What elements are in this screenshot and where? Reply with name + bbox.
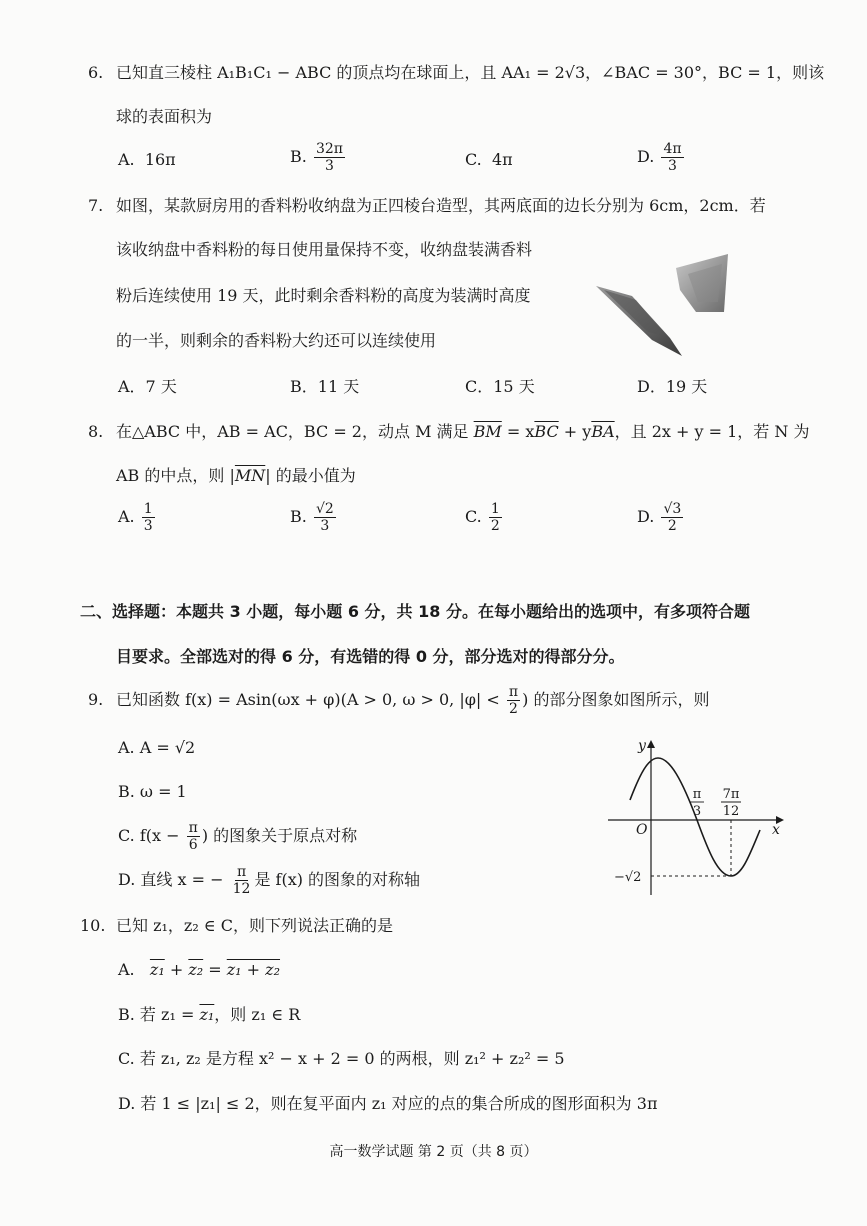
q10-option-b: B. 若 z₁ = z₁，则 z₁ ∈ R bbox=[118, 1005, 301, 1024]
y-axis-label: y bbox=[638, 738, 646, 754]
tick-pi-over-3-num: π bbox=[692, 787, 702, 802]
q6-option-a bbox=[118, 150, 176, 170]
q7-line4: 的一半，则剩余的香料粉大约还可以连续使用 bbox=[116, 331, 437, 350]
q10-number: 10. bbox=[80, 916, 106, 935]
y-axis-arrow bbox=[647, 740, 655, 748]
q6-option-b-fraction: $\frac{32\pi}{3}$ bbox=[315, 141, 343, 174]
vector-bc: $\overline{BC}$ bbox=[534, 422, 559, 441]
q7-option-b: B．11 天 bbox=[290, 377, 360, 396]
q7-option-d: D．19 天 bbox=[637, 377, 708, 396]
q6-option-c-value: 4π bbox=[491, 150, 513, 169]
q8-option-a-fraction: $\frac{1}{3}$ bbox=[143, 501, 153, 534]
q10-option-a: A. z₁ + z₂ = z₁ + z₂ bbox=[118, 960, 281, 979]
q6-option-b-label: B. bbox=[290, 147, 307, 166]
q6-stem: 已知直三棱柱 A₁B₁C₁ − ABC 的顶点均在球面上，且 AA₁ = 2√3，∠BAC = 30°，BC = 1，则该 bbox=[116, 63, 825, 82]
q6-option-d bbox=[637, 142, 686, 173]
section2-heading-line2: 目要求。全部选对的得 6 分，有选错的得 0 分，部分选对的得部分分。 bbox=[116, 647, 625, 666]
q8-option-c: C. $\frac{1}{2}$ bbox=[465, 501, 500, 534]
vector-ba: $\overline{BA}$ bbox=[591, 422, 615, 441]
q7-number: 7. bbox=[88, 196, 104, 215]
q8-option-d: D. $\frac{√3}{2}$ bbox=[637, 501, 682, 534]
q6-option-c bbox=[465, 150, 513, 170]
q6-option-a-label: A. bbox=[118, 150, 135, 169]
q9-option-d: D. 直线 x = − $\frac{\pi}{12}$ 是 f(x) 的图象的对称轴 bbox=[118, 864, 421, 897]
q8-option-d-fraction: $\frac{√3}{2}$ bbox=[663, 501, 682, 534]
q8-option-b-fraction: $\frac{√2}{3}$ bbox=[315, 501, 334, 534]
min-value-label: −√2 bbox=[614, 870, 642, 885]
tick-7pi-over-12-num: 7π bbox=[722, 787, 740, 802]
q6-stem-cont: 球的表面积为 bbox=[116, 107, 213, 126]
q9-option-c: C. f(x − $\frac{\pi}{6}$ ) 的图象关于原点对称 bbox=[118, 820, 358, 853]
q9-option-a: A. A = √2 bbox=[118, 738, 196, 757]
vector-mn: $\overline{MN}$ bbox=[234, 466, 266, 485]
x-axis-label: x bbox=[772, 822, 780, 838]
q9-stem-fraction: $\frac{\pi}{2}$ bbox=[508, 684, 519, 717]
q10-option-d: D. 若 1 ≤ |z₁| ≤ 2，则在复平面内 z₁ 对应的点的集合所成的图形面积为 3π bbox=[118, 1094, 658, 1113]
origin-label: O bbox=[636, 822, 648, 838]
q6-option-d-label: D. bbox=[637, 147, 655, 166]
q6-option-d-fraction: $\frac{4\pi}{3}$ bbox=[663, 141, 682, 174]
q8-line2: AB 的中点，则 $|\overline{MN}|$ 的最小值为 bbox=[116, 466, 356, 485]
spice-tray-photo bbox=[592, 250, 732, 370]
q8-option-a: A. $\frac{1}{3}$ bbox=[118, 501, 153, 534]
q9-number: 9. bbox=[88, 690, 104, 709]
q10-stem: 已知 z₁，z₂ ∈ C，则下列说法正确的是 bbox=[116, 916, 394, 935]
q8-option-b: B. $\frac{√2}{3}$ bbox=[290, 501, 334, 534]
q8-option-c-fraction: $\frac{1}{2}$ bbox=[490, 501, 500, 534]
q9-option-c-fraction: $\frac{\pi}{6}$ bbox=[188, 820, 198, 853]
tick-pi-over-3-den: 3 bbox=[692, 804, 702, 819]
q6-option-c-label: C. bbox=[465, 150, 482, 169]
q9-option-d-fraction: $\frac{\pi}{12}$ bbox=[232, 864, 251, 897]
q6-option-b bbox=[290, 142, 347, 173]
q7-line1: 如图，某款厨房用的香料粉收纳盘为正四棱台造型，其两底面的边长分别为 6cm，2cm．若 bbox=[116, 196, 766, 215]
q7-option-c: C．15 天 bbox=[465, 377, 535, 396]
q6-option-a-value: 16π bbox=[144, 150, 176, 169]
q8-number: 8. bbox=[88, 422, 104, 441]
q9-sine-graph bbox=[600, 730, 790, 900]
page-footer: 高一数学试题 第 2 页（共 8 页） bbox=[329, 1144, 538, 1160]
tick-7pi-over-12-den: 12 bbox=[722, 804, 740, 819]
q9-stem: 已知函数 f(x) = Asin(ωx + φ)(A > 0, ω > 0, |φ| < $\frac{\pi}{2}$ ) 的部分图象如图所示，则 bbox=[116, 684, 710, 717]
q7-line2: 该收纳盘中香料粉的每日使用量保持不变，收纳盘装满香料 bbox=[116, 240, 533, 259]
q9-option-b: B. ω = 1 bbox=[118, 782, 187, 801]
q8-line1: 在△ABC 中，AB = AC，BC = 2，动点 M 满足 $\overline{BM} = x\overline{BC} + y\overline{BA}$，且 2x + y = 1，若 N 为 bbox=[116, 422, 810, 441]
q7-option-a: A．7 天 bbox=[118, 377, 177, 396]
q10-option-c: C. 若 z₁, z₂ 是方程 x² − x + 2 = 0 的两根，则 z₁² + z₂² = 5 bbox=[118, 1049, 565, 1068]
section2-heading-line1: 二、选择题：本题共 3 小题，每小题 6 分，共 18 分。在每小题给出的选项中，有多项符合题 bbox=[80, 602, 750, 621]
q7-line3: 粉后连续使用 19 天，此时剩余香料粉的高度为装满时高度 bbox=[116, 286, 531, 305]
vector-bm: $\overline{BM}$ bbox=[473, 422, 502, 441]
q6-number: 6. bbox=[88, 63, 104, 82]
